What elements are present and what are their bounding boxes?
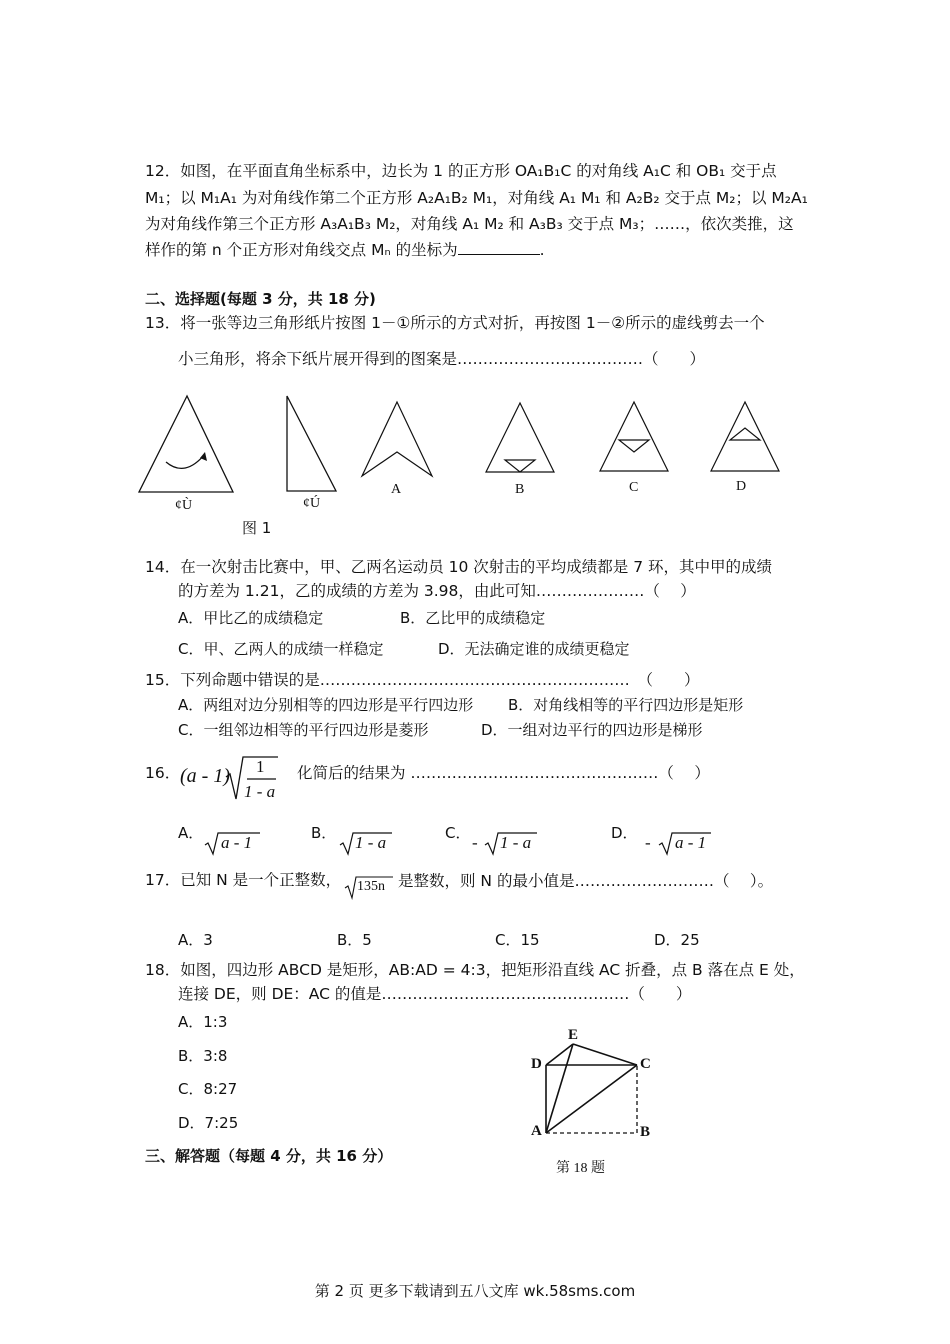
q18-label-d: D [531, 1056, 542, 1072]
q18-label-a: A [531, 1123, 542, 1139]
q18-line1: 18．如图，四边形 ABCD 是矩形，AB:AD = 4:3，把矩形沿直线 AC 折叠，点 B 落在点 E 处， [145, 961, 805, 979]
choice-b-figure [486, 403, 554, 472]
choice-d-figure [711, 402, 779, 471]
q16-option-d-label: D． [611, 824, 638, 842]
q15-option-b: B．对角线相等的平行四边形是矩形 [508, 696, 744, 714]
q14-line1: 14．在一次射击比赛中，甲、乙两名运动员 10 次射击的平均成绩都是 7 环，其中甲的成绩 [145, 558, 773, 576]
fig2-label: ¢Ú [303, 496, 321, 511]
q16-option-b-expr: 1 - a [355, 833, 387, 852]
q18-option-b: B．3:8 [178, 1047, 228, 1065]
q15-option-d: D．一组对边平行的四边形是梯形 [481, 721, 703, 739]
q14-line2: 的方差为 1.21，乙的成绩的方差为 3.98，由此可知…………………（ ） [178, 582, 696, 600]
q16-fraction-numerator: 1 [256, 757, 265, 776]
q12-line4 [145, 239, 545, 261]
q17-radicand: 135n [357, 879, 385, 894]
choice-b-label: B [515, 482, 525, 497]
q15-option-a: A．两组对边分别相等的四边形是平行四边形 [178, 696, 474, 714]
q18-label-c: C [640, 1056, 651, 1072]
q16-option-c-expr: 1 - a [500, 833, 532, 852]
fig1-label: ¢Ù [175, 498, 193, 513]
q12-line1: 12．如图，在平面直角坐标系中，边长为 1 的正方形 OA₁B₁C 的对角线 A₁C 和 OB₁ 交于点 [145, 162, 777, 180]
q16-option-a-label: A． [178, 824, 204, 842]
q14-option-c: C．甲、乙两人的成绩一样稳定 [178, 640, 384, 658]
page-footer: 第 2 页 更多下载请到五八文库 wk.58sms.com [314, 1282, 636, 1300]
answer-blank [458, 240, 540, 255]
q16-option-c-label: C． [445, 824, 471, 842]
choice-a-label: A [391, 482, 402, 497]
q16-option-d-sign: - [645, 833, 651, 852]
q18-label-b: B [640, 1124, 651, 1140]
q17-option-b: B．5 [337, 931, 372, 949]
q16-fraction-denominator: 1 - a [244, 782, 276, 801]
fig-caption: 图 1 [242, 519, 272, 537]
choice-a-figure [362, 402, 432, 476]
q13-line1: 13．将一张等边三角形纸片按图 1－①所示的方式对折，再按图 1－②所示的虚线剪去一个 [145, 314, 765, 332]
q17-option-d: D．25 [654, 931, 700, 949]
q18-label-e: E [568, 1027, 579, 1043]
q18-option-a: A．1:3 [178, 1013, 228, 1031]
q12-line2: M₁；以 M₁A₁ 为对角线作第二个正方形 A₂A₁B₂ M₁，对角线 A₁ M₁ 和 A₂B₂ 交于点 M₂；以 M₂A₁ [145, 189, 808, 207]
q15-line1: 15．下列命题中错误的是…………………………………………………… （ ） [145, 671, 700, 689]
q16-option-a-expr: a - 1 [221, 833, 253, 852]
q13-figures [0, 390, 950, 550]
q18-line2: 连接 DE，则 DE：AC 的值是…………………………………………（ ） [178, 985, 692, 1003]
q15-option-c: C．一组邻边相等的平行四边形是菱形 [178, 721, 429, 739]
q18-fig-caption: 第 18 题 [556, 1161, 605, 1176]
section-2-title: 二、选择题(每题 3 分，共 18 分) [145, 290, 376, 308]
q17-option-c: C．15 [495, 931, 540, 949]
q18-figure [500, 1030, 700, 1150]
q13-line2: 小三角形，将余下纸片展开得到的图案是………………………………（ ） [178, 350, 706, 368]
choice-c-figure [600, 402, 668, 471]
choice-d-label: D [736, 479, 747, 494]
q18-option-d: D．7:25 [178, 1114, 239, 1132]
fig2-half-triangle [287, 396, 336, 491]
q18-option-c: C．8:27 [178, 1080, 238, 1098]
q17-suffix: 是整数，则 N 的最小值是………………………（ ）。 [398, 872, 774, 890]
q16-number: 16． [145, 764, 181, 782]
q16-option-b-label: B． [311, 824, 337, 842]
section-3-title: 三、解答题（每题 4 分，共 16 分） [145, 1147, 393, 1165]
q16-expression-factor: (a - 1) [180, 765, 230, 787]
q16-text: 化简后的结果为 …………………………………………（ ） [297, 764, 710, 782]
q12-line4-text: 样作的第 n 个正方形对角线交点 Mₙ 的坐标为 [145, 241, 458, 259]
q17-option-a: A．3 [178, 931, 213, 949]
q17-prefix: 17．已知 N 是一个正整数， [145, 871, 342, 889]
q12-line3: 为对角线作第三个正方形 A₃A₁B₃ M₂，对角线 A₁ M₂ 和 A₃B₃ 交于点 M₃；……，依次类推，这 [145, 215, 794, 233]
q14-option-b: B．乙比甲的成绩稳定 [400, 609, 546, 627]
choice-c-label: C [629, 480, 639, 495]
q16-option-c-sign: - [472, 833, 478, 852]
fig1-triangle [139, 396, 233, 492]
q14-option-d: D．无法确定谁的成绩更稳定 [438, 640, 630, 658]
q14-option-a: A．甲比乙的成绩稳定 [178, 609, 324, 627]
q16-option-d-expr: a - 1 [675, 833, 707, 852]
q12-line4-end: . [539, 241, 545, 259]
